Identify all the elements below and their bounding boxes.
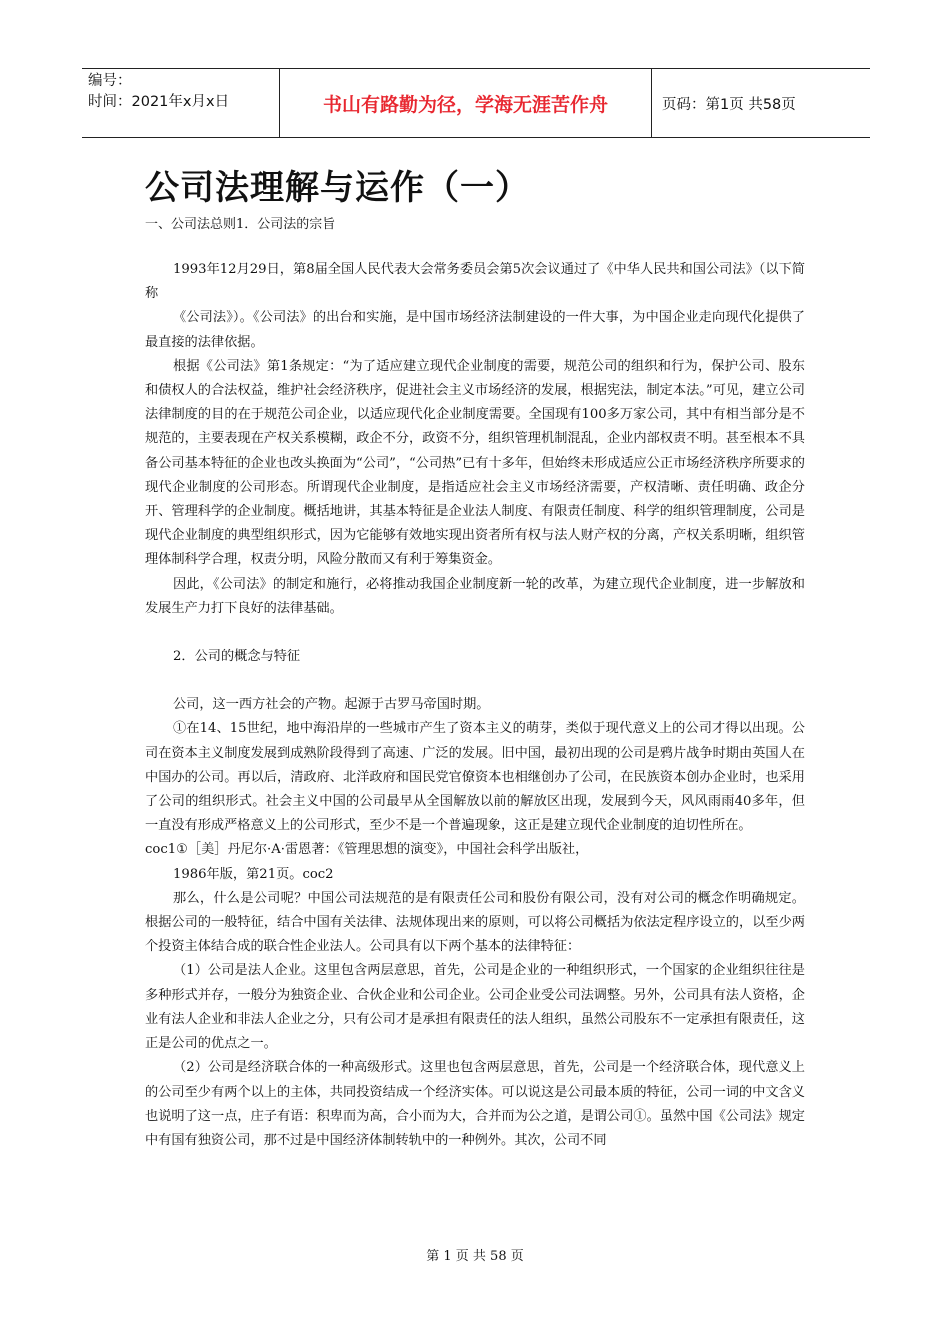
footnote: 1986年版，第21页。coc2 [173,866,334,882]
paragraph: 因此，《公司法》的制定和施行，必将推动我国企业制度新一轮的改革，为建立现代企业制度，进一步解放和发展生产力打下良好的法律基础。 [145,576,805,616]
header-meta-cell [82,69,280,137]
paragraph: 根据《公司法》第1条规定：“为了适应建立现代企业制度的需要，规范公司的组织和行为，保护公司、股东和债权人的合法权益，维护社会经济秩序，促进社会主义市场经济的发展，根据宪法，制定本法。”可见，建立公司法律制度的目的在于规范公司企业，以适应现代化企业制度需要。全国现有100多万家公司，其中有相当部分是不规范的，主要表现在产权关系模糊，政企不分，政资不分，组织管理机制混乱，企业内部权责不明。甚至根本不具备公司基本特征的企业也改头换面为“公司”，“公司热”已有十多年，但始终未形成适应公正市场经济秩序所要求的现代企业制度的公司形态。所谓现代企业制度，是指适应社会主义市场经济需要，产权清晰、责任明确、政企分开、管理科学的企业制度。概括地讲，其基本特征是企业法人制度、有限责任制度、科学的组织管理制度，公司是现代企业制度的典型组织形式，因为它能够有效地实现出资者所有权与法人财产权的分离，产权关系明晰，组织管理体制科学合理，权责分明，风险分散而又有利于筹集资金。 [145,358,805,568]
page-title: 公司法理解与运作（一） [145,168,530,208]
paragraph: 《公司法》）。《公司法》的出台和实施，是中国市场经济法制建设的一件大事，为中国企业走向现代化提供了最直接的法律依据。 [145,310,805,350]
subsection-heading: 2．公司的概念与特征 [173,649,301,665]
paragraph: 那么，什么是公司呢？中国公司法规范的是有限责任公司和股份有限公司，没有对公司的概念作明确规定。根据公司的一般特征，结合中国有关法律、法规体现出来的原则，可以将公司概括为依法定程序设立的，以至少两个投资主体结合成的联合性企业法人。公司具有以下两个基本的法律特征： [145,890,805,955]
section-heading: 一、公司法总则1．公司法的宗旨 [145,217,336,232]
paragraph: ①在14、15世纪，地中海沿岸的一些城市产生了资本主义的萌芽，类似于现代意义上的公司才得以出现。公司在资本主义制度发展到成熟阶段得到了高速、广泛的发展。旧中国，最初出现的公司是鸦片战争时期由英国人在中国办的公司。再以后，清政府、北洋政府和国民党官僚资本也相继创办了公司，在民族资本创办企业时，也采用了公司的组织形式。社会主义中国的公司最早从全国解放以前的解放区出现，发展到今天，风风雨雨40多年，但一直没有形成严格意义上的公司形式，至少不是一个普遍现象，这正是建立现代企业制度的迫切性所在。 [145,721,805,834]
footnote: coc1①［美］丹尼尔·A·雷恩著：《管理思想的演变》，中国社会科学出版社， [145,842,589,858]
document-date: 时间：2021年x月x日 [88,94,230,110]
header-table [82,68,870,138]
paragraph: （2）公司是经济联合体的一种高级形式。这里也包含两层意思，首先，公司是一个经济联合体，现代意义上的公司至少有两个以上的主体，共同投资结成一个经济实体。可以说这是公司最本质的特征，公司一词的中文含义也说明了这一点，庄子有语：积卑而为高，合小而为大，合并而为公之道，是谓公司①。虽然中国《公司法》规定中有国有独资公司，那不过是中国经济体制转轨中的一种例外。其次，公司不同 [145,1060,805,1148]
document-number-label: 编号： [88,73,132,89]
page-footer: 第 1 页 共 58 页 [426,1249,524,1264]
document-body [145,258,805,1153]
paragraph: 公司，这一西方社会的产物。起源于古罗马帝国时期。 [173,697,490,713]
paragraph: 1993年12月29日，第8届全国人民代表大会常务委员会第5次会议通过了《中华人民共和国公司法》（以下简称 [145,262,805,302]
paragraph: （1）公司是法人企业。这里包含两层意思，首先，公司是企业的一种组织形式，一个国家的企业组织往往是多种形式并存，一般分为独资企业、合伙企业和公司企业。公司企业受公司法调整。另外，公司具有法人资格，企业有法人企业和非法人企业之分，只有公司才是承担有限责任的法人组织，虽然公司股东不一定承担有限责任，这正是公司的优点之一。 [145,963,805,1052]
spacer [145,669,805,693]
spacer [145,621,805,645]
header-motto: 书山有路勤为径，学海无涯苦作舟 [280,69,652,137]
header-page-info: 页码：第1页 共58页 [662,96,796,113]
